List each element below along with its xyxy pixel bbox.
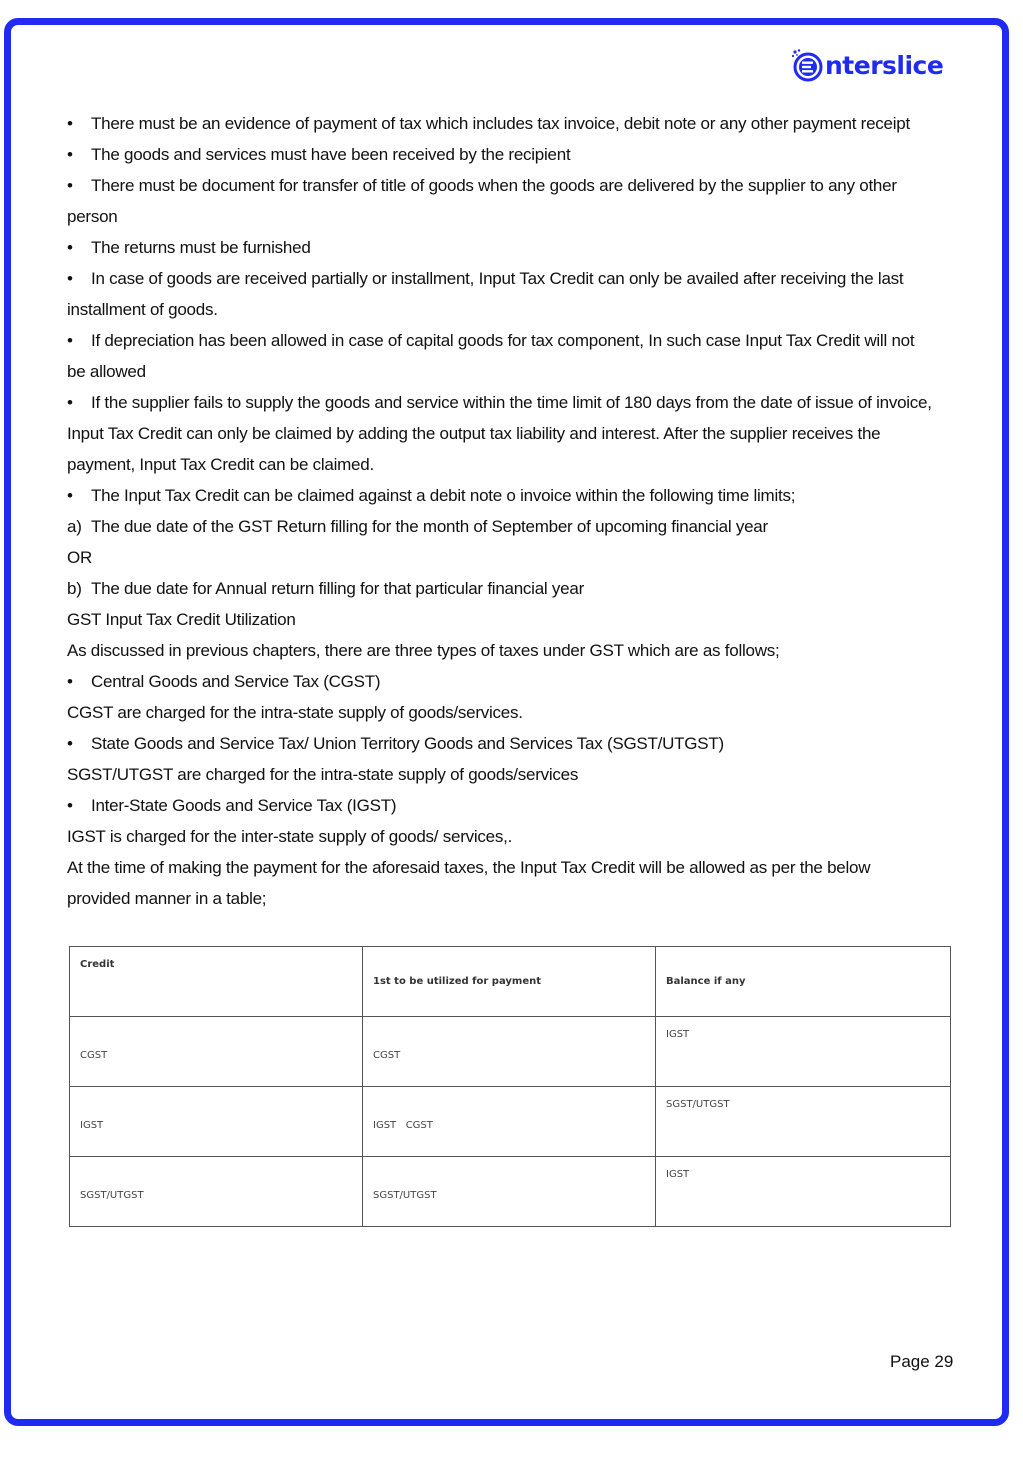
- bullet-item: • The Input Tax Credit can be claimed against a debit note o invoice within the following time limits;: [67, 480, 951, 511]
- table-cell: SGST/UTGST: [363, 1157, 656, 1227]
- table-row: [70, 1017, 951, 1087]
- paragraph-line: installment of goods.: [67, 300, 218, 319]
- table-cell: CGST: [70, 1017, 363, 1087]
- table-row: [70, 1087, 951, 1157]
- table-row: [70, 1157, 951, 1227]
- paragraph-line: IGST is charged for the inter-state supply of goods/ services,.: [67, 827, 513, 846]
- paragraph-line: provided manner in a table;: [67, 889, 267, 908]
- itc-utilization-table: [69, 946, 951, 1227]
- bullet-item: • The goods and services must have been received by the recipient: [67, 139, 951, 170]
- table-header-balance: Balance if any: [656, 947, 951, 1017]
- table-header-credit: Credit: [70, 947, 363, 1017]
- bullet-item: • State Goods and Service Tax/ Union Territory Goods and Services Tax (SGST/UTGST): [67, 728, 951, 759]
- table-cell: CGST: [363, 1017, 656, 1087]
- bullet-item: • Central Goods and Service Tax (CGST): [67, 666, 951, 697]
- list-item-text: The due date for Annual return filling for that particular financial year: [91, 579, 584, 598]
- logo-text: nterslice: [825, 50, 944, 80]
- bullet-item: • Inter-State Goods and Service Tax (IGST): [67, 790, 951, 821]
- paragraph-line: SGST/UTGST are charged for the intra-state supply of goods/services: [67, 765, 579, 784]
- list-item: [67, 573, 951, 604]
- table-header-row: [70, 947, 951, 1017]
- paragraph-line: CGST are charged for the intra-state supply of goods/services.: [67, 703, 523, 722]
- page-number: Page 29: [890, 1352, 954, 1371]
- list-item-text: The due date of the GST Return filling for the month of September of upcoming financial year: [91, 517, 768, 536]
- list-item-label: b): [67, 579, 82, 598]
- paragraph-line: As discussed in previous chapters, there are three types of taxes under GST which are as follows;: [67, 641, 780, 660]
- bullet-item: • There must be document for transfer of title of goods when the goods are delivered by the supplier to any other: [67, 170, 951, 201]
- bullet-item: • There must be an evidence of payment of tax which includes tax invoice, debit note or any other payment receipt: [67, 108, 951, 139]
- bullet-item: • The returns must be furnished: [67, 232, 951, 263]
- table-cell: IGST CGST: [363, 1087, 656, 1157]
- table-header-first-utilized: 1st to be utilized for payment: [363, 947, 656, 1017]
- bullet-item: • If depreciation has been allowed in case of capital goods for tax component, In such case Input Tax Credit will not: [67, 325, 951, 356]
- table-cell: SGST/UTGST: [70, 1157, 363, 1227]
- enterslice-logo: [790, 42, 960, 88]
- table-cell: IGST: [656, 1017, 951, 1087]
- list-item: [67, 511, 951, 542]
- paragraph-line: At the time of making the payment for the aforesaid taxes, the Input Tax Credit will be allowed as per the below: [67, 858, 871, 877]
- paragraph-line: be allowed: [67, 362, 146, 381]
- paragraph-line: Input Tax Credit can only be claimed by adding the output tax liability and interest. After the supplier receives the: [67, 424, 881, 443]
- bullet-item: • In case of goods are received partially or installment, Input Tax Credit can only be availed after receiving the last: [67, 263, 951, 294]
- document-body: [67, 108, 951, 914]
- table-cell: SGST/UTGST: [656, 1087, 951, 1157]
- enterslice-e-icon: [790, 48, 824, 82]
- paragraph-line: OR: [67, 548, 92, 567]
- list-item-label: a): [67, 517, 82, 536]
- paragraph-line: payment, Input Tax Credit can be claimed.: [67, 455, 374, 474]
- paragraph-line: person: [67, 207, 118, 226]
- bullet-item: • If the supplier fails to supply the goods and service within the time limit of 180 days from the date of issue of invoice,: [67, 387, 951, 418]
- paragraph-line: GST Input Tax Credit Utilization: [67, 610, 296, 629]
- table-cell: IGST: [656, 1157, 951, 1227]
- table-cell: IGST: [70, 1087, 363, 1157]
